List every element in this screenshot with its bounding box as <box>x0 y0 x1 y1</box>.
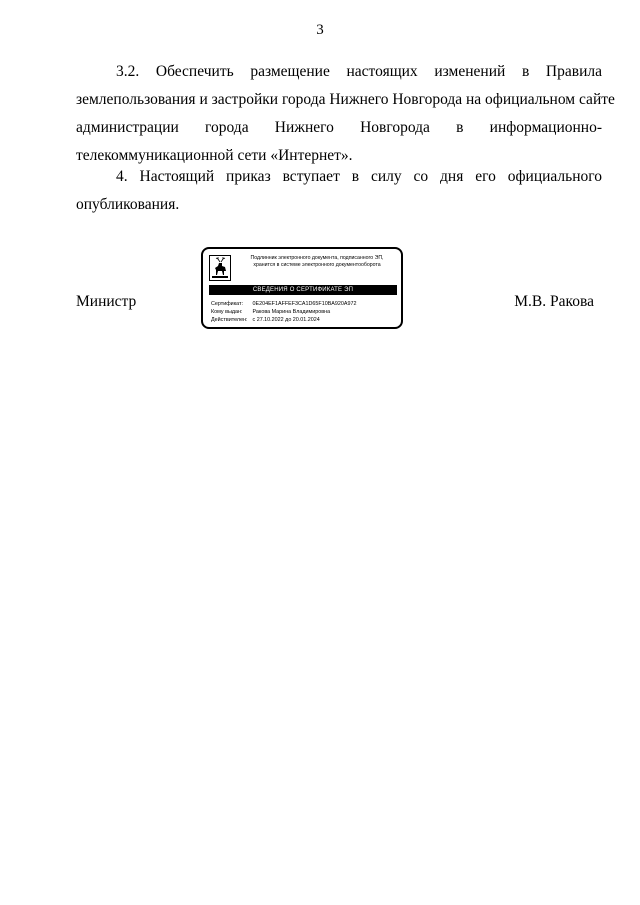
issued-to-label: Кому выдан: <box>211 309 243 315</box>
paragraph-line: администрации города Нижнего Новгорода в информационно- <box>76 119 602 136</box>
stamp-header: СВЕДЕНИЯ О СЕРТИФИКАТЕ ЭП <box>209 285 397 295</box>
paragraph-4 <box>76 163 602 219</box>
paragraph-line: опубликования. <box>76 196 180 213</box>
paragraph-line: 3.2. Обеспечить размещение настоящих изменений в Правила <box>116 63 602 80</box>
certificate-label: Сертификат: <box>211 301 244 307</box>
signatory-position: Министр <box>76 293 137 310</box>
page-number: 3 <box>316 22 324 38</box>
issued-to-row <box>211 308 356 316</box>
valid-value: с 27.10.2022 до 20.01.2024 <box>252 317 320 323</box>
paragraph-line: 4. Настоящий приказ вступает в силу со дня его официального <box>116 168 602 185</box>
paragraph-line: телекоммуникационной сети «Интернет». <box>76 147 353 164</box>
stamp-note-line: хранится в системе электронного документооборота <box>253 262 381 268</box>
paragraph-3-2 <box>76 58 615 170</box>
issued-to-value: Ракова Марина Владимировна <box>252 309 331 315</box>
signatory-name: М.В. Ракова <box>514 293 594 310</box>
valid-row <box>211 316 356 324</box>
stamp-info <box>211 300 356 324</box>
stamp-note-line: Подлинник электронного документа, подписанного ЭП, <box>250 255 384 261</box>
deer-emblem-icon <box>209 255 231 281</box>
valid-label: Действителен: <box>211 317 248 323</box>
certificate-row <box>211 300 356 308</box>
digital-signature-stamp <box>201 247 403 329</box>
certificate-value: 0E204EF1AFFEF3CA1D65F10BA920A972 <box>252 301 357 307</box>
stamp-note <box>233 255 401 269</box>
paragraph-line: землепользования и застройки города Нижнего Новгорода на официальном сайте <box>76 91 615 108</box>
